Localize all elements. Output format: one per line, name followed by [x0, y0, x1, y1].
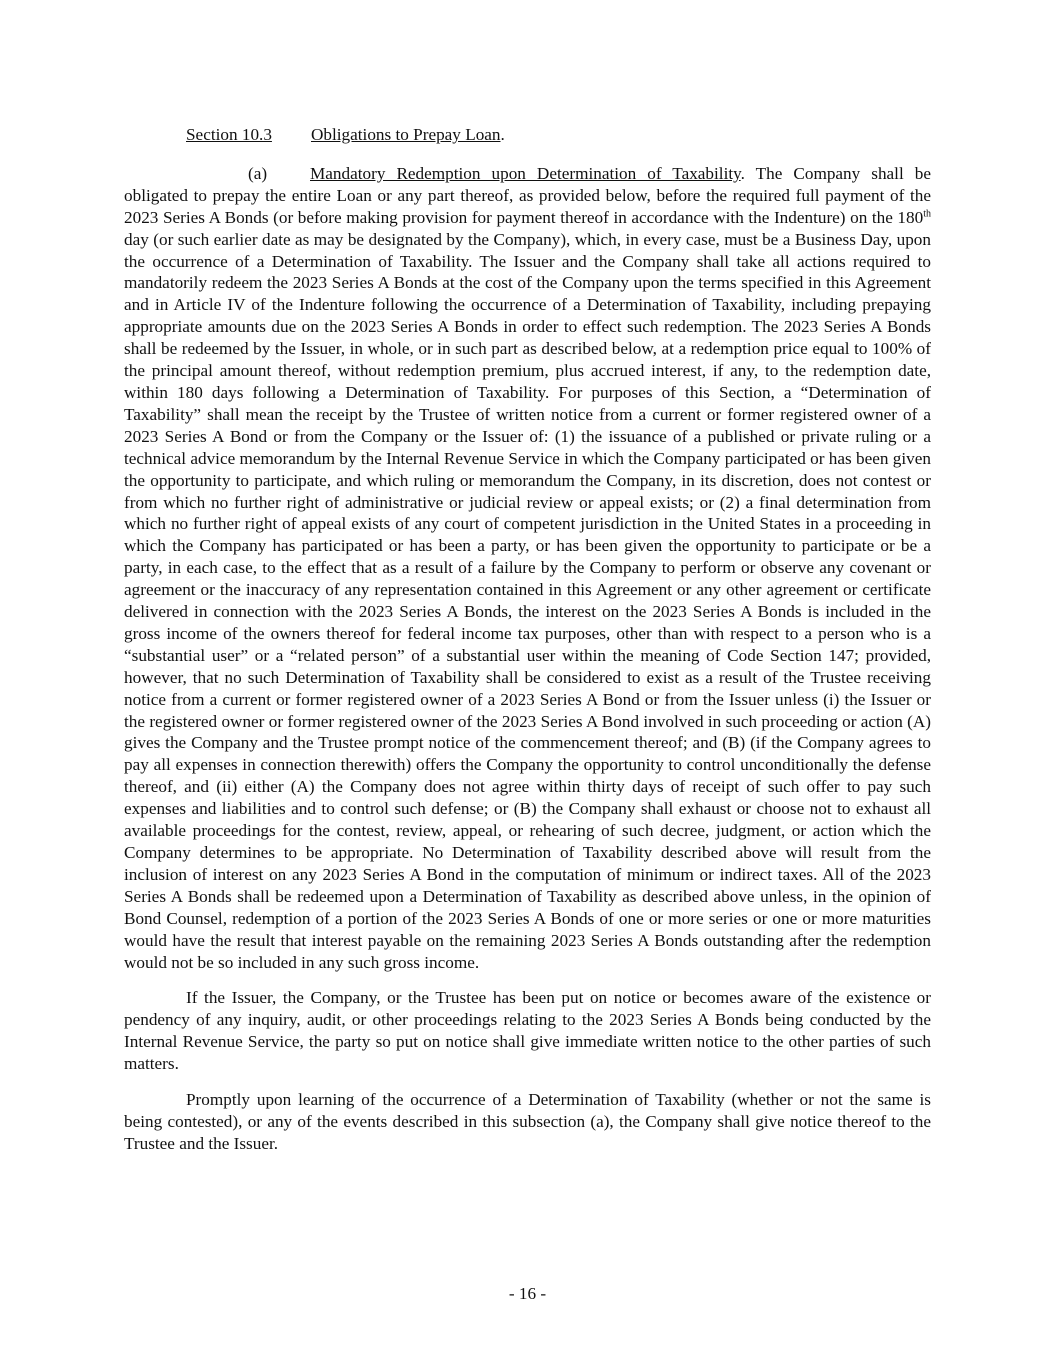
section-heading: [124, 124, 931, 146]
page-number: - 16 -: [508, 1284, 547, 1303]
subsection-a-indent: [124, 164, 310, 183]
ordinal-superscript: th: [923, 207, 931, 219]
document-page: [124, 124, 931, 1169]
subsection-a-label: (a): [248, 163, 268, 183]
subsection-a-text-part2: day (or such earlier date as may be designated by the Company), which, in every case, must be a Business Day, upon the occurrence of a Determination of Taxability. The Issuer and the Company shall take all actions required to mandatorily redeem the 2023 Series A Bonds at the cost of the Company upon the terms specified in this Agreement and in Article IV of the Indenture following the occurrence of a Determination of Taxability, including prepaying appropriate amounts due on the 2023 Series A Bonds in order to effect such redemption. The 2023 Series A Bonds shall be redeemed by the Issuer, in whole, or in such part as described below, at a redemption price equal to 100% of the principal amount thereof, without redemption premium, plus accrued interest, if any, to the redemption date, within 180 days following a Determination of Taxability. For purposes of this Section, a “Determination of Taxability” shall mean the receipt by the Trustee of written notice from a current or former registered owner of a 2023 Series A Bond or from the Company or the Issuer of: (1) the issuance of a published or private ruling or a technical advice memorandum by the Internal Revenue Service in which the Company participated or has been given the opportunity to participate, and which ruling or memorandum the Company, in its discretion, does not contest or from which no further right of administrative or judicial review or appeal exists; or (2) a final determination from which no further right of appeal exists of any court of competent jurisdiction in the United States in a proceeding in which the Company has participated or has been a party, or has been given the opportunity to participate or be a party, in each case, to the effect that as a result of a failure by the Company to perform or observe any covenant or agreement or the inaccuracy of any representation contained in this Agreement or any other agreement or certificate delivered in connection with the 2023 Series A Bonds, the interest on the 2023 Series A Bonds is included in the gross income of the owners thereof for federal income tax purposes, other than with respect to a person who is a “substantial user” or a “related person” of a substantial user within the meaning of Code Section 147; provided, however, that no such Determination of Taxability shall be considered to exist as a result of the Trustee receiving notice from a current or former registered owner of a 2023 Series A Bond or from the Issuer unless (i) the Issuer or the registered owner or former registered owner of the 2023 Series A Bond involved in such proceeding or action (A) gives the Company and the Trustee prompt notice of the commencement thereof; and (B) (if the Company agrees to pay all expenses in connection therewith) offers the Company the opportunity to control unconditionally the defense thereof, and (ii) either (A) the Company does not agree within thirty days of receipt of such offer to pay such expenses and liabilities and to control such defense; or (B) the Company shall exhaust or choose not to exhaust all available proceedings for the contest, review, appeal, or rehearing of such decree, judgment, or action which the Company determines to be appropriate. No Determination of Taxability described above will result from the inclusion of interest on any 2023 Series A Bond in the computation of minimum or indirect taxes. All of the 2023 Series A Bonds shall be redeemed upon a Determination of Taxability as described above unless, in the opinion of Bond Counsel, redemption of a portion of the 2023 Series A Bonds of one or more series or one or more maturities would have the result that interest payable on the remaining 2023 Series A Bonds outstanding after the redemption would not be so included in any such gross income.: [124, 229, 931, 972]
promptly-paragraph: Promptly upon learning of the occurrence of a Determination of Taxability (whether or not the same is being contested), or any of the events described in this subsection (a), the Company shall give notice thereof to the Trustee and the Issuer.: [124, 1090, 931, 1153]
subsection-a-text-part1: . The Company shall be obligated to prepay the entire Loan or any part thereof, as provided below, before the required full payment of the 2023 Series A Bonds (or before making provision for payment thereof in accordance with the Indenture) on the 180: [124, 163, 931, 227]
section-number: Section 10.3: [186, 125, 272, 144]
notice-paragraph: If the Issuer, the Company, or the Trustee has been put on notice or becomes aware of the existence or pendency of any inquiry, audit, or other proceedings relating to the 2023 Series A Bonds being conducted by the Internal Revenue Service, the party so put on notice shall give immediate written notice to the other parties of such matters.: [124, 988, 931, 1074]
subsection-a-paragraph: [124, 163, 931, 974]
section-title: Obligations to Prepay Loan: [311, 125, 501, 144]
subsection-a-heading: Mandatory Redemption upon Determination of Taxability: [310, 163, 741, 183]
section-title-period: .: [500, 125, 505, 144]
